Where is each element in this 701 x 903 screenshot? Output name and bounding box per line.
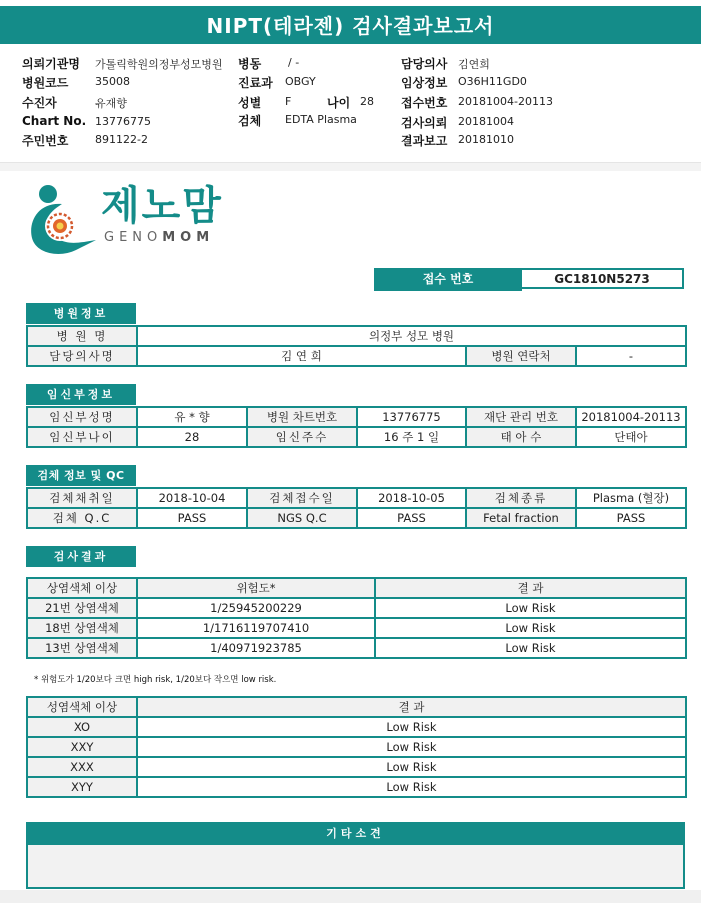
- test-request-value: 20181004: [458, 115, 514, 128]
- mgmt-number-label: 재단 관리 번호: [466, 407, 576, 427]
- sex-chromosome-name: XXX: [27, 757, 137, 777]
- patient-value: 유재향: [95, 97, 127, 110]
- chart-number-value: 13776775: [357, 407, 466, 427]
- collect-date-label: 검체채취일: [27, 488, 137, 508]
- risk-value: 1/25945200229: [137, 598, 375, 618]
- sex-chromosome-table: [26, 696, 687, 798]
- section-specimen-info: 검체 정보 및 QC: [26, 465, 136, 486]
- requesting-institution-value: 가톨릭학원의정부성모병원: [95, 58, 223, 71]
- table-row: [27, 618, 686, 638]
- department-label: 진료과: [238, 76, 273, 90]
- section-pregnant-info: 임신부정보: [26, 384, 136, 405]
- specimen-value: EDTA Plasma: [285, 113, 357, 126]
- risk-footnote: * 위험도가 1/20보다 크면 high risk, 1/20보다 작으면 low risk.: [34, 675, 277, 685]
- chart-number-label: 병원 차트번호: [247, 407, 357, 427]
- hospital-info-table: [26, 325, 687, 367]
- sex-result-value: Low Risk: [137, 717, 686, 737]
- clinical-info-value: O36H11GD0: [458, 75, 527, 88]
- receipt-no-label: 접수번호: [401, 96, 448, 110]
- section-results: 검사결과: [26, 546, 136, 567]
- hospital-contact-label: 병원 연락처: [466, 346, 576, 366]
- chromosome-name: 21번 상염색체: [27, 598, 137, 618]
- sex-result-value: Low Risk: [137, 757, 686, 777]
- table-row: [27, 777, 686, 797]
- risk-value: 1/1716119707410: [137, 618, 375, 638]
- genomom-logo: [26, 182, 246, 262]
- table-row: [27, 488, 686, 508]
- hospital-name-value: 의정부 성모 병원: [137, 326, 686, 346]
- test-request-label: 검사의뢰: [401, 116, 448, 130]
- pregnant-age-value: 28: [137, 427, 247, 447]
- result-value: Low Risk: [375, 638, 686, 658]
- receipt-label: 접수 번호: [374, 268, 522, 291]
- section-hospital-info: 병원정보: [26, 303, 136, 324]
- sex-result-col-header: 결 과: [137, 697, 686, 717]
- doctor-value: 김연희: [458, 58, 490, 71]
- risk-col-header: 위험도*: [137, 578, 375, 598]
- gestation-weeks-value: 16 주 1 일: [357, 427, 466, 447]
- ngs-qc-value: PASS: [357, 508, 466, 528]
- patient-label: 수진자: [22, 96, 57, 110]
- table-row: [27, 717, 686, 737]
- report-title: NIPT(테라젠) 검사결과보고서: [0, 6, 701, 44]
- chromosome-name: 18번 상염색체: [27, 618, 137, 638]
- pregnant-name-label: 임신부성명: [27, 407, 137, 427]
- specimen-label: 검체: [238, 114, 262, 128]
- pregnant-info-table: [26, 406, 687, 448]
- fetus-count-label: 태 아 수: [466, 427, 576, 447]
- specimen-qc-label: 검체 Q.C: [27, 508, 137, 528]
- table-row: [27, 346, 686, 366]
- logo-sub-text: GENOMOM: [104, 230, 215, 245]
- sex-chromosome-name: XYY: [27, 777, 137, 797]
- specimen-type-value: Plasma (혈장): [576, 488, 686, 508]
- sex-chromosome-col-header: 성염색체 이상: [27, 697, 137, 717]
- divider: [0, 162, 701, 171]
- ward-value: / -: [288, 56, 300, 69]
- table-row: [27, 427, 686, 447]
- resident-no-label: 주민번호: [22, 134, 69, 148]
- logo-brand-text: 제노맘: [101, 183, 223, 229]
- requesting-institution-label: 의뢰기관명: [22, 57, 80, 71]
- autosome-col-header: 상염색체 이상: [27, 578, 137, 598]
- specimen-qc-value: PASS: [137, 508, 247, 528]
- ngs-qc-label: NGS Q.C: [247, 508, 357, 528]
- table-row: [27, 407, 686, 427]
- table-header-row: [27, 697, 686, 717]
- gestation-weeks-label: 임신주수: [247, 427, 357, 447]
- pregnant-age-label: 임신부나이: [27, 427, 137, 447]
- receive-date-label: 검체접수일: [247, 488, 357, 508]
- result-report-value: 20181010: [458, 133, 514, 146]
- result-report-label: 결과보고: [401, 134, 448, 148]
- table-row: [27, 598, 686, 618]
- hospital-code-label: 병원코드: [22, 76, 69, 90]
- receipt-no-value: 20181004-20113: [458, 95, 553, 108]
- header-info: [0, 44, 701, 166]
- fetus-count-value: 단태아: [576, 427, 686, 447]
- result-value: Low Risk: [375, 618, 686, 638]
- collect-date-value: 2018-10-04: [137, 488, 247, 508]
- other-findings-header: 기타소견: [26, 822, 685, 845]
- clinical-info-label: 임상정보: [401, 76, 448, 90]
- table-row: [27, 757, 686, 777]
- ward-label: 병동: [238, 57, 262, 71]
- table-row: [27, 326, 686, 346]
- specimen-info-table: [26, 487, 687, 529]
- resident-no-value: 891122-2: [95, 133, 148, 146]
- doctor-name-value: 김 연 희: [137, 346, 466, 366]
- receipt-value: GC1810N5273: [520, 268, 684, 289]
- table-header-row: [27, 578, 686, 598]
- chromosome-name: 13번 상염색체: [27, 638, 137, 658]
- pregnant-name-value: 유 * 향: [137, 407, 247, 427]
- hospital-code-value: 35008: [95, 75, 130, 88]
- sex-value: F: [285, 95, 292, 108]
- chart-no-label: Chart No.: [22, 114, 87, 128]
- page-bottom-strip: [0, 890, 701, 903]
- risk-value: 1/40971923785: [137, 638, 375, 658]
- table-row: [27, 508, 686, 528]
- specimen-type-label: 검체종류: [466, 488, 576, 508]
- table-row: [27, 737, 686, 757]
- department-value: OBGY: [285, 75, 316, 88]
- age-value: 28: [360, 95, 374, 108]
- receive-date-value: 2018-10-05: [357, 488, 466, 508]
- mgmt-number-value: 20181004-20113: [576, 407, 686, 427]
- mother-baby-icon: [26, 182, 98, 260]
- fetal-fraction-label: Fetal fraction: [466, 508, 576, 528]
- table-row: [27, 638, 686, 658]
- sex-chromosome-name: XO: [27, 717, 137, 737]
- hospital-name-label: 병 원 명: [27, 326, 137, 346]
- sex-result-value: Low Risk: [137, 777, 686, 797]
- sex-label: 성별: [238, 96, 262, 110]
- autosome-results-table: [26, 577, 687, 659]
- age-label: 나이: [327, 96, 351, 110]
- sex-chromosome-name: XXY: [27, 737, 137, 757]
- result-col-header: 결 과: [375, 578, 686, 598]
- chart-no-value: 13776775: [95, 115, 151, 128]
- sex-result-value: Low Risk: [137, 737, 686, 757]
- doctor-label: 담당의사: [401, 57, 448, 71]
- fetal-fraction-value: PASS: [576, 508, 686, 528]
- other-findings-box: [26, 845, 685, 889]
- hospital-contact-value: -: [576, 346, 686, 366]
- result-value: Low Risk: [375, 598, 686, 618]
- doctor-name-label: 담당의사명: [27, 346, 137, 366]
